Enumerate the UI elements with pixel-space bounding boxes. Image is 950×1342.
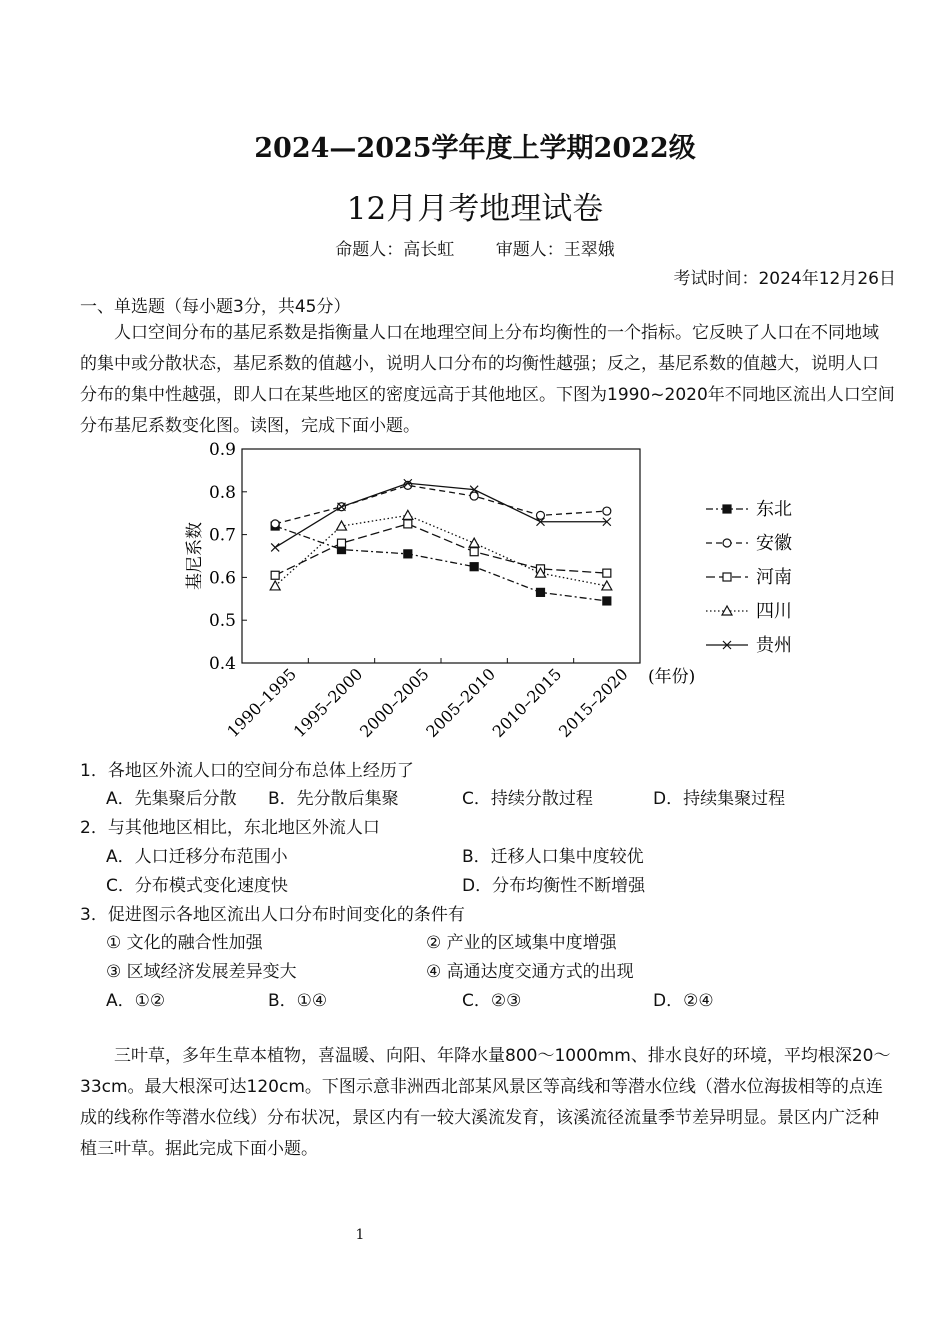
series-line-1 (275, 526, 607, 601)
q3-statement-2: ② 产业的区域集中度增强 (426, 933, 617, 953)
q1-option-b[interactable]: B．先分散后集聚 (268, 789, 399, 809)
marker-open-square (603, 569, 611, 577)
legend-label-1: 东北 (756, 499, 792, 520)
question-3: 3．促进图示各地区流出人口分布时间变化的条件有 (80, 905, 465, 925)
q1-option-c[interactable]: C．持续分散过程 (462, 789, 593, 809)
setter: 命题人：高长虹 (335, 240, 455, 260)
passage-clover: 三叶草，多年生草本植物，喜温暖、向阳、年降水量800～1000mm、排水良好的环境，平均根深20～33cm。最大根深可达120cm。下图示意非洲西北部某风景区等高线和等潜水位线（潜水位海拔相等的点连成的线称作等潜水位线）分布状况，景区内有一较大溪流发育，该溪流径流量季节差异明显。景区内广泛种植三叶草。据此完成下面小题。 (80, 1046, 891, 1159)
series-line-3 (275, 524, 607, 575)
y-tick-label: 0.5 (208, 611, 236, 632)
marker-filled-square (404, 550, 412, 558)
x-tick-label: 2010–2015 (488, 664, 566, 742)
section-heading: 一、单选题（每小题3分，共45分） (80, 297, 351, 317)
marker-triangle (469, 538, 479, 547)
q3-statement-4: ④ 高通达度交通方式的出现 (426, 962, 634, 982)
q2-option-a[interactable]: A．人口迁移分布范围小 (106, 847, 288, 867)
q3-statement-3: ③ 区域经济发展差异变大 (106, 962, 297, 982)
question-2: 2．与其他地区相比，东北地区外流人口 (80, 818, 380, 838)
legend-label-4: 四川 (756, 601, 792, 622)
marker-open-square (404, 520, 412, 528)
marker-filled-square (470, 563, 478, 571)
q3-option-c[interactable]: C．②③ (462, 991, 522, 1011)
legend-label-3: 河南 (756, 567, 792, 588)
q2-option-c[interactable]: C．分布模式变化速度快 (106, 876, 288, 896)
gini-line-chart (170, 435, 810, 755)
marker-cross (271, 543, 279, 551)
y-tick-label: 0.7 (208, 525, 236, 546)
y-tick-label: 0.4 (208, 654, 236, 674)
marker-filled-square (603, 597, 611, 605)
x-tick-label: 1995–2000 (289, 664, 367, 742)
plot-frame (242, 449, 640, 663)
marker-circle (271, 520, 279, 528)
q2-option-d[interactable]: D．分布均衡性不断增强 (462, 876, 646, 896)
q3-statement-1: ① 文化的融合性加强 (106, 933, 263, 953)
q3-option-d[interactable]: D．②④ (653, 991, 714, 1011)
x-tick-label: 1990–1995 (223, 664, 300, 742)
x-tick-label: 2015–2020 (554, 664, 632, 742)
marker-open-square (470, 548, 478, 556)
q1-option-d[interactable]: D．持续集聚过程 (653, 789, 786, 809)
authors-line (0, 235, 950, 260)
series-line-5 (275, 483, 607, 547)
marker-circle (603, 507, 611, 515)
marker-open-square (338, 539, 346, 547)
y-tick-label: 0.9 (208, 440, 236, 460)
marker-circle (723, 539, 731, 547)
marker-open-square (271, 571, 279, 579)
passage-gini: 人口空间分布的基尼系数是指衡量人口在地理空间上分布均衡性的一个指标。它反映了人口在不同地域的集中或分散状态，基尼系数的值越小，说明人口分布的均衡性越强；反之，基尼系数的值越大，说明人口分布的集中性越强，即人口在某些地区的密度远高于其他地区。下图为1990~2020年不同地区流出人口空间分布基尼系数变化图。读图，完成下面小题。 (80, 323, 895, 436)
page-number: 1 (355, 1227, 365, 1243)
q2-option-b[interactable]: B．迁移人口集中度较优 (462, 847, 644, 867)
q1-option-a[interactable]: A．先集聚后分散 (106, 789, 237, 809)
q3-option-b[interactable]: B．①④ (268, 991, 328, 1011)
y-axis-title: 基尼系数 (185, 522, 205, 590)
y-tick-label: 0.6 (208, 568, 236, 589)
q3-option-a[interactable]: A．①② (106, 991, 166, 1011)
marker-open-square (723, 573, 731, 581)
y-tick-label: 0.8 (208, 482, 236, 503)
marker-filled-square (723, 505, 731, 513)
series-line-2 (275, 485, 607, 524)
x-axis-title: (年份) (648, 667, 696, 687)
x-tick-label: 2005–2010 (422, 664, 499, 742)
legend-label-2: 安徽 (756, 533, 792, 554)
marker-filled-square (537, 588, 545, 596)
marker-triangle (403, 510, 413, 519)
exam-title-line2: 12月月考地理试卷 (346, 191, 604, 227)
exam-time: 考试时间：2024年12月26日 (673, 269, 896, 289)
x-tick-label: 2000–2005 (355, 664, 433, 742)
exam-title-line1: 2024—2025学年度上学期2022级 (254, 133, 696, 164)
question-1: 1．各地区外流人口的空间分布总体上经历了 (80, 761, 414, 781)
reviewer: 审题人：王翠娥 (495, 240, 615, 260)
legend-label-5: 贵州 (756, 635, 792, 656)
